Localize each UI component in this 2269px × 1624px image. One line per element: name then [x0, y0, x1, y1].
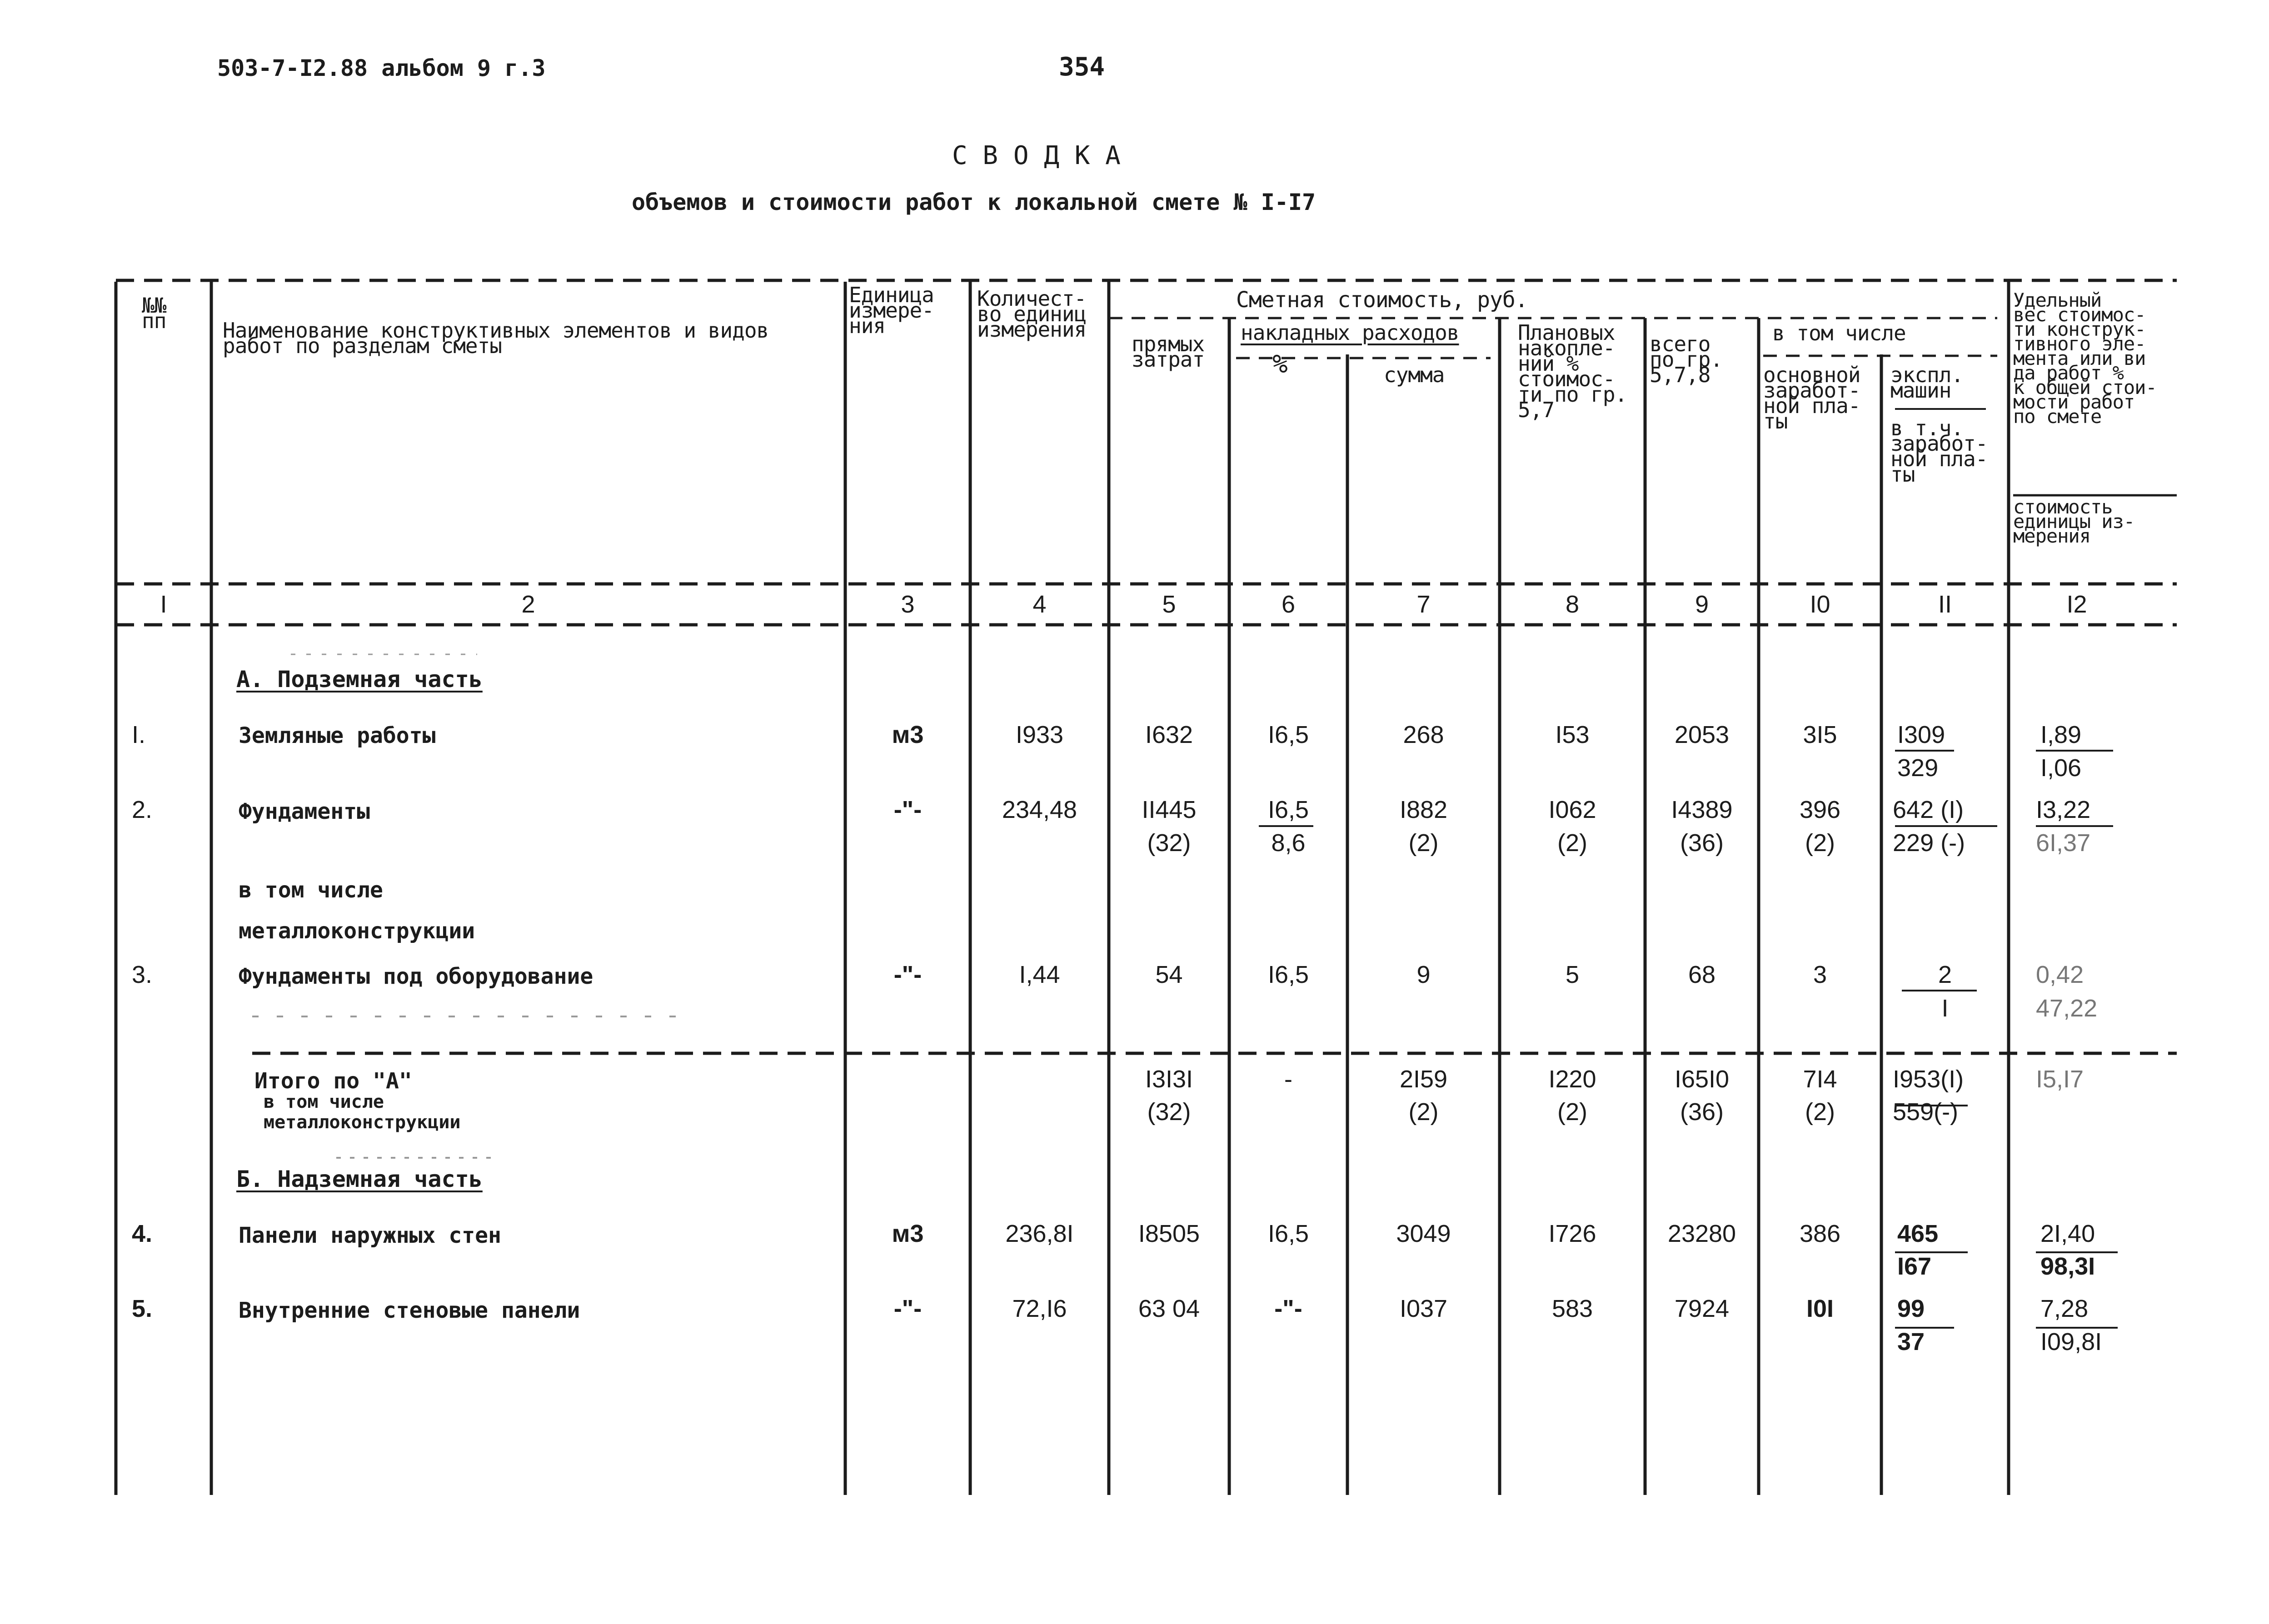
row-quantity: I933: [1015, 721, 1064, 748]
cell-total: I65I0: [1674, 1066, 1730, 1093]
total-label: Итого по "А": [254, 1068, 412, 1094]
row-unit: -"-: [893, 796, 922, 823]
colnum-9: 9: [1695, 591, 1709, 618]
cell-overhead-percent-metal: 8,6: [1271, 829, 1306, 857]
header-planned-savings: Плановых накопле- ний % стоимос- ти по гр. 5,7: [1518, 320, 1627, 422]
cell-base-wages-metal: (2): [1805, 1098, 1835, 1126]
row-name: Фундаменты под оборудование: [239, 964, 593, 989]
header-base-wages: основной заработ- ной пла- ты: [1763, 363, 1860, 433]
header-direct-costs: прямых затрат: [1132, 332, 1205, 372]
total-label-metal: металлоконструкции: [264, 1112, 461, 1133]
cell-machines: I953(I): [1893, 1066, 1964, 1093]
cell-total: 23280: [1667, 1220, 1736, 1247]
cell-unit-cost: 98,3I: [2040, 1253, 2095, 1280]
cell-planned-savings: I53: [1555, 721, 1590, 748]
cell-machine-wages: 229 (-): [1893, 829, 1965, 857]
cell-overhead-percent: I6,5: [1267, 1220, 1309, 1247]
row-unit: -"-: [893, 1295, 922, 1322]
colnum-6: 6: [1281, 591, 1296, 618]
header-quantity: Количест- во единиц измерения: [977, 286, 1087, 342]
document-code: 503-7-I2.88 альбом 9 г.3: [217, 55, 546, 81]
cell-share: 2I,40: [2040, 1220, 2095, 1247]
cell-share: I3,22: [2036, 796, 2091, 823]
cell-overhead-percent: -: [1284, 1066, 1292, 1093]
section-b-title: Б. Надземная часть: [236, 1166, 483, 1192]
header-including: в том числе: [1772, 321, 1906, 345]
cell-total: I4389: [1671, 796, 1733, 823]
row-number: 5.: [132, 1295, 153, 1322]
cell-planned-savings: 5: [1565, 961, 1580, 988]
colnum-2: 2: [521, 591, 535, 618]
cell-machine-wages: I: [1941, 995, 1949, 1022]
cell-planned-savings-metal: (2): [1557, 1098, 1587, 1126]
cell-machine-wages: I67: [1897, 1253, 1932, 1280]
cell-machine-wages: 329: [1897, 754, 1939, 782]
cell-overhead-percent: -"-: [1274, 1295, 1302, 1322]
cell-share: 7,28: [2040, 1295, 2089, 1322]
row-unit: -"-: [893, 961, 922, 988]
cell-overhead-sum: I882: [1399, 796, 1448, 823]
header-name: Наименование конструктивных элементов и видов работ по разделам сметы: [223, 318, 769, 358]
cell-unit-cost: I09,8I: [2040, 1328, 2102, 1355]
cell-base-wages: 386: [1799, 1220, 1841, 1247]
row-number: I.: [132, 721, 146, 748]
cell-share: I5,I7: [2036, 1066, 2084, 1093]
row-quantity: I,44: [1019, 961, 1060, 988]
cell-planned-savings: 583: [1551, 1295, 1593, 1322]
cell-direct-costs-metal: (32): [1147, 1098, 1191, 1126]
cell-unit-cost: 6I,37: [2036, 829, 2091, 857]
cell-overhead-sum: 2I59: [1399, 1066, 1448, 1093]
colnum-7: 7: [1416, 591, 1431, 618]
colnum-12: I2: [2066, 591, 2087, 618]
row-unit: м3: [892, 721, 924, 748]
cell-machines: 465: [1897, 1220, 1939, 1247]
header-overhead-percent: %: [1272, 349, 1287, 379]
cell-direct-costs: I3I3I: [1145, 1066, 1193, 1093]
cell-direct-costs: II445: [1142, 796, 1197, 823]
colnum-4: 4: [1032, 591, 1047, 618]
page-title: С В О Д К А: [952, 141, 1121, 170]
cell-base-wages: 3: [1813, 961, 1827, 988]
header-total: всего по гр. 5,7,8: [1650, 332, 1723, 387]
row-quantity: 234,48: [1002, 796, 1077, 823]
row-unit: м3: [892, 1220, 924, 1247]
header-machine-wages: в т.ч. заработ- ной пла- ты: [1890, 416, 1988, 487]
cell-direct-costs-metal: (32): [1147, 829, 1191, 857]
colnum-1: I: [160, 591, 167, 618]
header-unit: Единица измере- ния: [849, 283, 934, 338]
cell-direct-costs: 54: [1155, 961, 1183, 988]
row-name: Фундаменты: [239, 799, 370, 824]
header-machines: экспл. машин: [1890, 363, 1964, 403]
row-number: 2.: [132, 796, 153, 823]
cell-unit-cost: 47,22: [2036, 995, 2098, 1022]
page-subtitle: объемов и стоимости работ к локальной смете № I-I7: [632, 189, 1316, 215]
cell-planned-savings: I220: [1548, 1066, 1596, 1093]
cell-machines: 642 (I): [1893, 796, 1964, 823]
header-overhead: накладных расходов: [1241, 320, 1459, 345]
header-number: №№ пп: [142, 293, 166, 333]
row-quantity: 236,8I: [1005, 1220, 1074, 1247]
cell-total-metal: (36): [1680, 829, 1724, 857]
cell-machines: I309: [1897, 721, 1945, 748]
cell-base-wages: 3I5: [1803, 721, 1837, 748]
cell-overhead-percent: I6,5: [1267, 961, 1309, 988]
sub-label-including: в том числе: [239, 877, 383, 903]
header-overhead-sum: сумма: [1384, 363, 1445, 387]
cell-machines: 99: [1897, 1295, 1925, 1322]
cell-overhead-percent: I6,5: [1267, 721, 1309, 748]
section-a-title: А. Подземная часть: [236, 666, 483, 692]
cell-total: 7924: [1674, 1295, 1730, 1322]
cell-share: I,89: [2040, 721, 2082, 748]
row-name: Внутренние стеновые панели: [239, 1298, 580, 1323]
header-cost-group: Сметная стоимость, руб.: [1236, 287, 1528, 313]
cell-total: 68: [1688, 961, 1716, 988]
colnum-3: 3: [901, 591, 915, 618]
cell-base-wages: 7I4: [1803, 1066, 1837, 1093]
cell-overhead-sum: 3049: [1396, 1220, 1451, 1247]
cell-planned-savings-metal: (2): [1557, 829, 1587, 857]
cell-unit-cost: I,06: [2040, 754, 2082, 782]
cell-overhead-sum-metal: (2): [1408, 829, 1439, 857]
cell-total: 2053: [1674, 721, 1730, 748]
colnum-8: 8: [1565, 591, 1580, 618]
cell-planned-savings: I726: [1548, 1220, 1596, 1247]
cell-machine-wages: 559(-): [1893, 1098, 1959, 1126]
row-quantity: 72,I6: [1012, 1295, 1067, 1322]
cell-overhead-sum: 268: [1403, 721, 1444, 748]
cell-overhead-sum: 9: [1416, 961, 1431, 988]
cell-base-wages-metal: (2): [1805, 829, 1835, 857]
cell-machine-wages: 37: [1897, 1328, 1925, 1355]
total-label-including: в том числе: [264, 1091, 384, 1112]
cell-base-wages: 396: [1799, 796, 1841, 823]
colnum-11: II: [1938, 591, 1952, 618]
cell-machines: 2: [1938, 961, 1952, 988]
cell-share: 0,42: [2036, 961, 2084, 988]
row-name: Панели наружных стен: [239, 1223, 501, 1248]
cell-planned-savings: I062: [1548, 796, 1596, 823]
cell-overhead-percent: I6,5: [1267, 796, 1309, 823]
row-number: 4.: [132, 1220, 153, 1247]
cell-direct-costs: I8505: [1138, 1220, 1200, 1247]
cell-direct-costs: 63 04: [1138, 1295, 1200, 1322]
cell-direct-costs: I632: [1145, 721, 1193, 748]
header-share: Удельный вес стоимос- ти конструк- тивного эле- мента или ви да работ % к общей стои- мости работ по смете: [2013, 289, 2157, 428]
cell-total-metal: (36): [1680, 1098, 1724, 1126]
row-name: Земляные работы: [239, 723, 436, 748]
page-number: 354: [1059, 52, 1105, 82]
cell-overhead-sum: I037: [1399, 1295, 1448, 1322]
cell-base-wages: I0I: [1806, 1295, 1834, 1322]
colnum-10: I0: [1810, 591, 1830, 618]
colnum-5: 5: [1162, 591, 1176, 618]
header-unit-cost: стоимость единицы из- мерения: [2013, 496, 2135, 547]
sub-label-metal: металлоконструкции: [239, 918, 475, 944]
row-number: 3.: [132, 961, 153, 988]
cell-overhead-sum-metal: (2): [1408, 1098, 1439, 1126]
